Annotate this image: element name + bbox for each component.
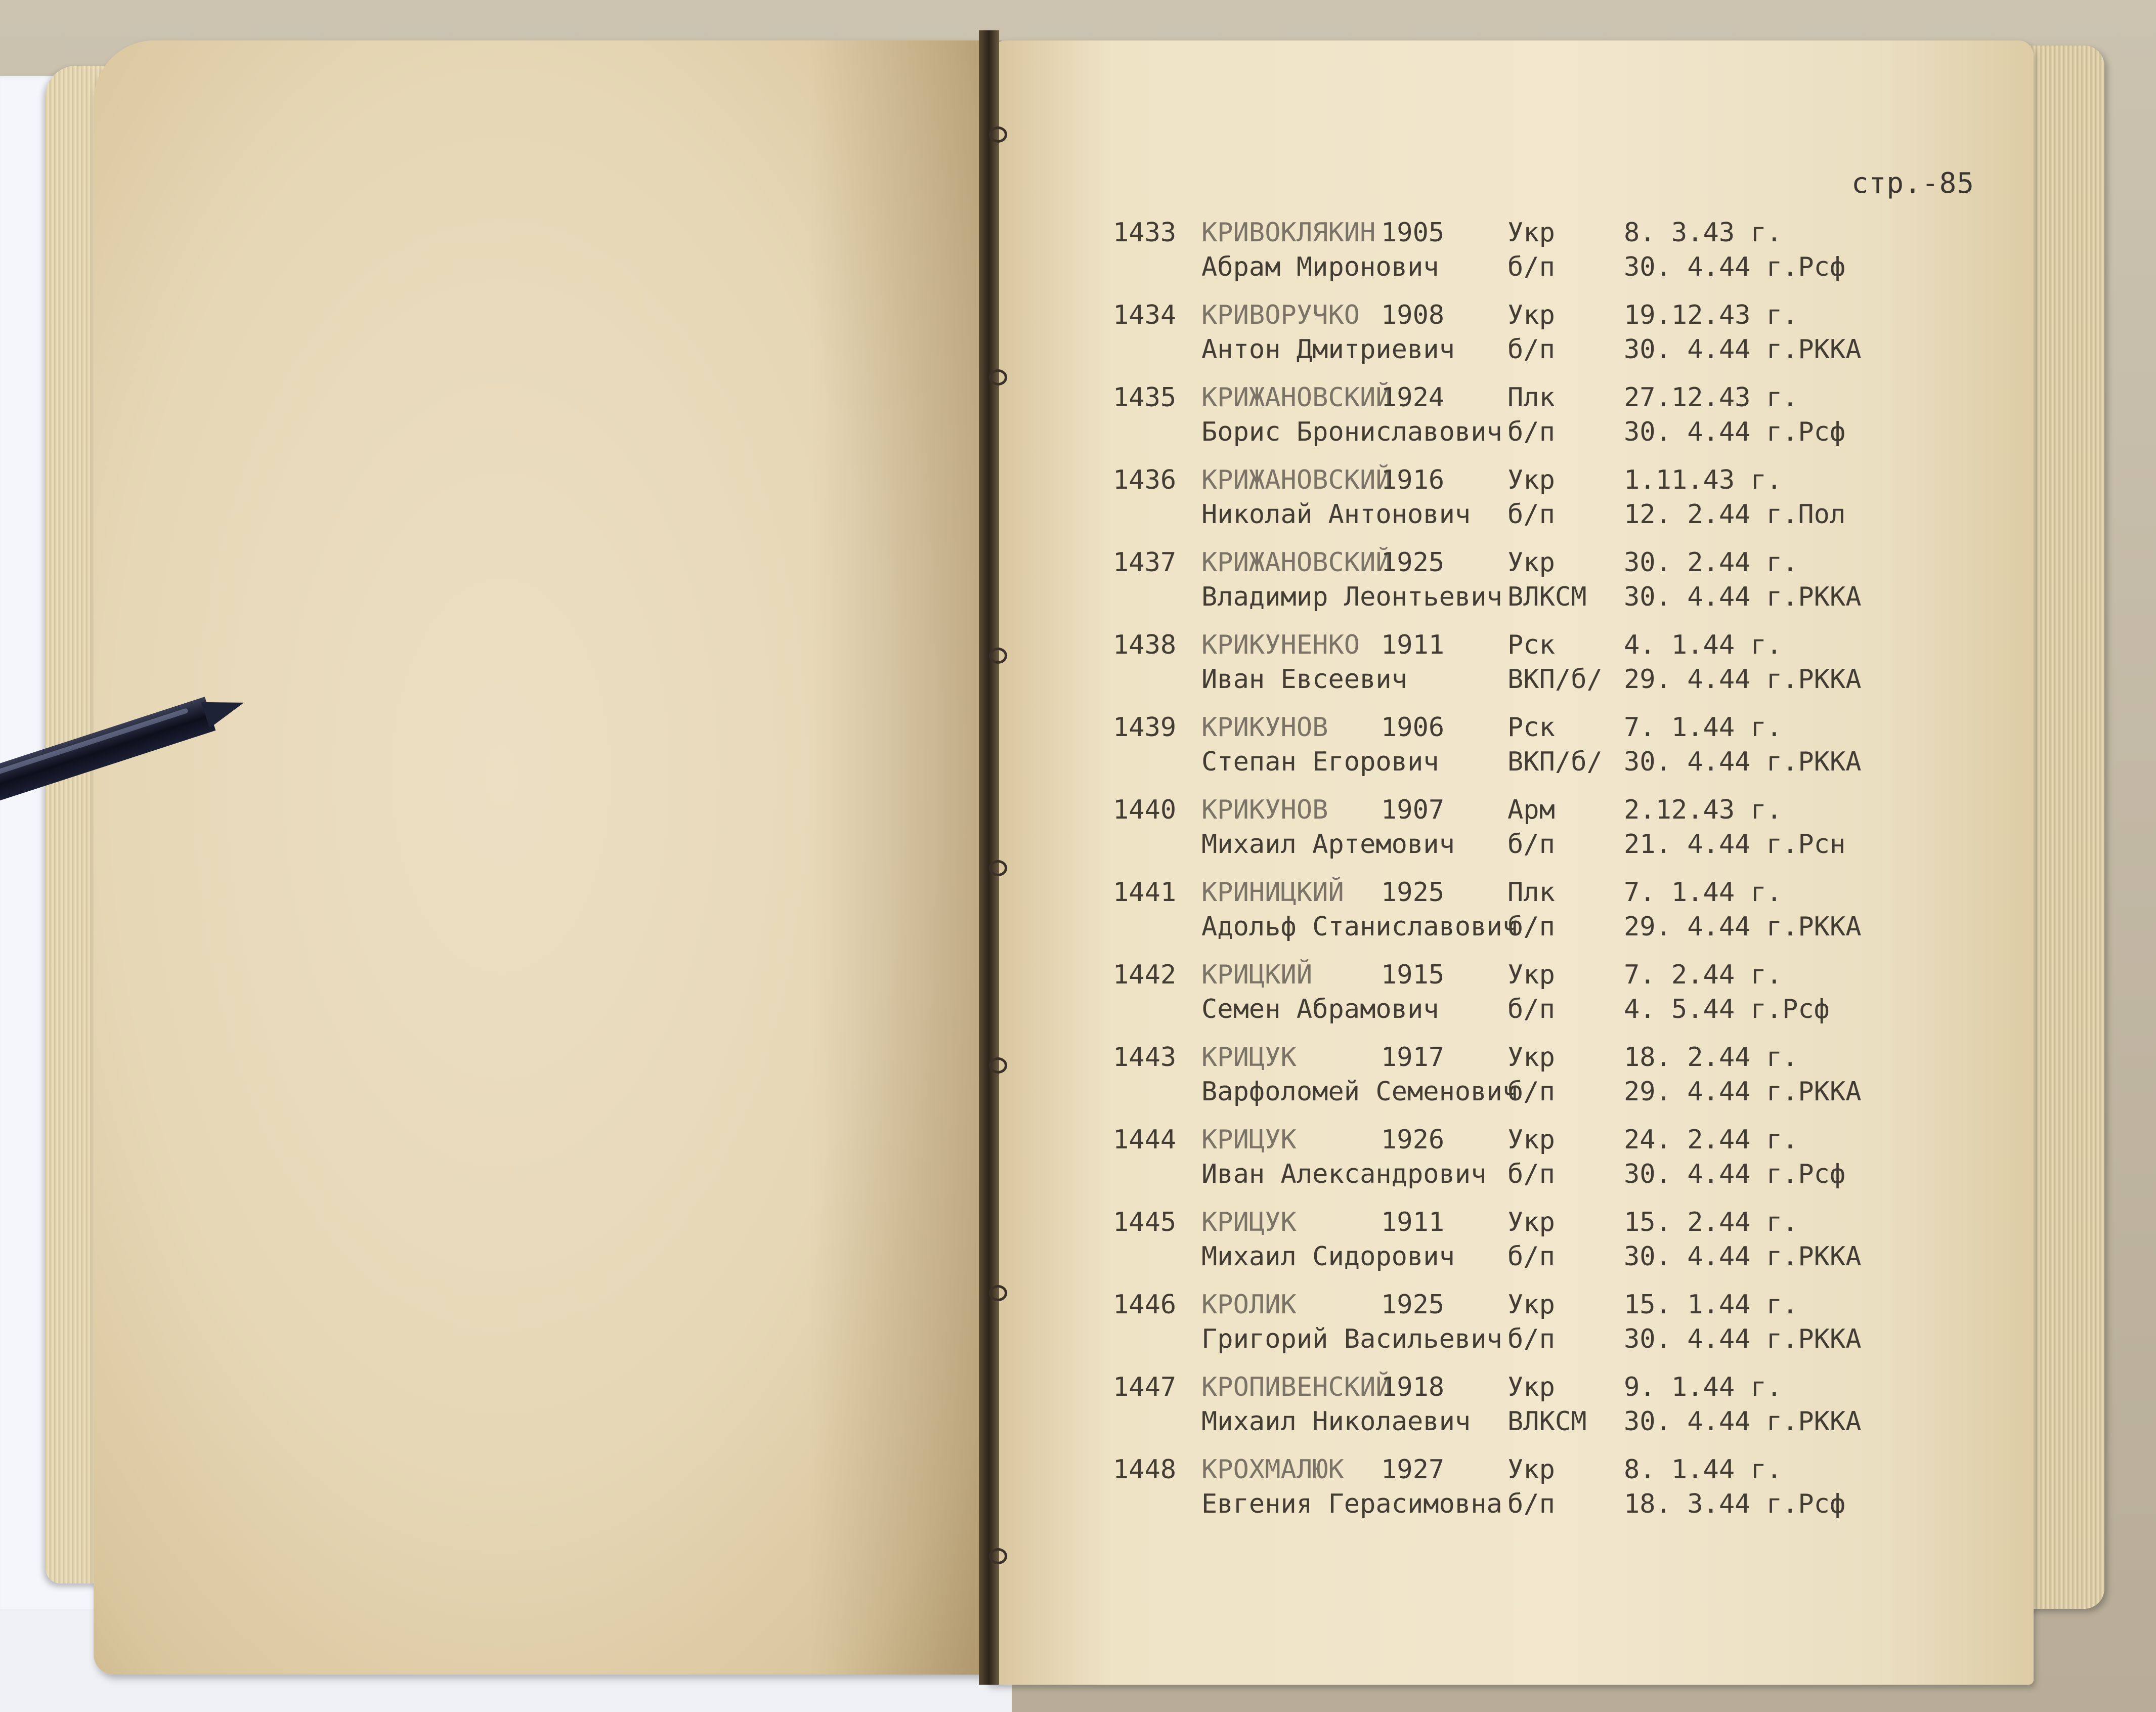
register-record — [1113, 300, 1872, 382]
record-party: б/п — [1507, 994, 1555, 1024]
record-nationality: Рск — [1507, 712, 1555, 743]
record-date-1: 7. 1.44 г. — [1624, 877, 1783, 908]
record-party: б/п — [1507, 1077, 1555, 1107]
record-date-2: 21. 4.44 г.Рсн — [1624, 829, 1846, 860]
record-nationality: Укр — [1507, 1125, 1555, 1155]
record-surname: КРОПИВЕНСКИЙ — [1201, 1372, 1392, 1402]
record-nationality: Укр — [1507, 218, 1555, 248]
record-birth-year: 1925 — [1381, 877, 1445, 908]
record-date-2: 4. 5.44 г.Рсф — [1624, 994, 1830, 1024]
record-nationality: Укр — [1507, 1290, 1555, 1320]
record-number: 1435 — [1113, 382, 1177, 413]
record-party: б/п — [1507, 912, 1555, 942]
record-nationality: Укр — [1507, 1454, 1555, 1485]
record-birth-year: 1907 — [1381, 795, 1445, 825]
record-date-2: 30. 4.44 г.РККА — [1624, 1324, 1862, 1354]
record-nationality: Укр — [1507, 547, 1555, 578]
binding-stitch — [989, 126, 1007, 143]
record-birth-year: 1917 — [1381, 1042, 1445, 1073]
record-number: 1439 — [1113, 712, 1177, 743]
record-date-1: 15. 1.44 г. — [1624, 1290, 1798, 1320]
record-number: 1441 — [1113, 877, 1177, 908]
binding-stitch — [989, 648, 1007, 664]
record-birth-year: 1915 — [1381, 960, 1445, 990]
record-surname: КРИЦУК — [1201, 1042, 1297, 1073]
record-party: б/п — [1507, 1324, 1555, 1354]
record-date-2: 29. 4.44 г.РККА — [1624, 912, 1862, 942]
record-date-2: 30. 4.44 г.Рсф — [1624, 417, 1846, 447]
register-record — [1113, 218, 1872, 300]
record-date-1: 7. 2.44 г. — [1624, 960, 1783, 990]
record-number: 1445 — [1113, 1207, 1177, 1237]
binding-stitch — [989, 1285, 1007, 1301]
record-given-name: Иван Евсеевич — [1201, 664, 1407, 695]
register-record — [1113, 547, 1872, 630]
record-date-1: 27.12.43 г. — [1624, 382, 1798, 413]
record-date-2: 30. 4.44 г.РККА — [1624, 334, 1862, 365]
record-nationality: Укр — [1507, 1372, 1555, 1402]
register-record — [1113, 1372, 1872, 1454]
record-surname: КРИВОРУЧКО — [1201, 300, 1360, 330]
record-given-name: Семен Абрамович — [1201, 994, 1439, 1024]
record-date-2: 30. 4.44 г.РККА — [1624, 1242, 1862, 1272]
record-birth-year: 1916 — [1381, 465, 1445, 495]
register-record — [1113, 712, 1872, 795]
record-date-2: 12. 2.44 г.Пол — [1624, 499, 1846, 530]
record-number: 1433 — [1113, 218, 1177, 248]
record-birth-year: 1911 — [1381, 1207, 1445, 1237]
record-party: ВЛКСМ — [1507, 582, 1587, 612]
record-birth-year: 1908 — [1381, 300, 1445, 330]
record-date-2: 30. 4.44 г.РККА — [1624, 747, 1862, 777]
record-surname: КРОЛИК — [1201, 1290, 1297, 1320]
record-birth-year: 1926 — [1381, 1125, 1445, 1155]
binding-stitch — [989, 369, 1007, 386]
record-given-name: Абрам Миронович — [1201, 252, 1439, 282]
record-nationality: Плк — [1507, 877, 1555, 908]
record-given-name: Иван Александрович — [1201, 1159, 1487, 1189]
record-date-2: 29. 4.44 г.РККА — [1624, 664, 1862, 695]
record-birth-year: 1906 — [1381, 712, 1445, 743]
record-surname: КРИЦКИЙ — [1201, 960, 1313, 990]
record-birth-year: 1925 — [1381, 547, 1445, 578]
record-party: ВКП/б/ — [1507, 664, 1603, 695]
record-number: 1446 — [1113, 1290, 1177, 1320]
record-party: б/п — [1507, 1242, 1555, 1272]
register-record — [1113, 382, 1872, 465]
register-record — [1113, 795, 1872, 877]
record-given-name: Михаил Николаевич — [1201, 1406, 1471, 1437]
record-nationality: Плк — [1507, 382, 1555, 413]
record-surname: КРИКУНОВ — [1201, 795, 1328, 825]
record-date-2: 18. 3.44 г.Рсф — [1624, 1489, 1846, 1519]
register-record — [1113, 1290, 1872, 1372]
record-given-name: Михаил Сидорович — [1201, 1242, 1455, 1272]
record-given-name: Евгения Герасимовна — [1201, 1489, 1502, 1519]
record-surname: КРИКУНЕНКО — [1201, 630, 1360, 660]
record-date-2: 30. 4.44 г.РККА — [1624, 582, 1862, 612]
record-date-2: 30. 4.44 г.Рсф — [1624, 252, 1846, 282]
record-birth-year: 1927 — [1381, 1454, 1445, 1485]
record-surname: КРИЦУК — [1201, 1125, 1297, 1155]
record-nationality: Рск — [1507, 630, 1555, 660]
record-date-1: 4. 1.44 г. — [1624, 630, 1783, 660]
record-number: 1438 — [1113, 630, 1177, 660]
record-number: 1434 — [1113, 300, 1177, 330]
record-given-name: Адольф Станиславович — [1201, 912, 1519, 942]
record-party: б/п — [1507, 499, 1555, 530]
record-party: б/п — [1507, 334, 1555, 365]
record-party: б/п — [1507, 252, 1555, 282]
record-birth-year: 1905 — [1381, 218, 1445, 248]
record-nationality: Арм — [1507, 795, 1555, 825]
record-birth-year: 1924 — [1381, 382, 1445, 413]
record-given-name: Николай Антонович — [1201, 499, 1471, 530]
binding-stitch — [989, 1057, 1007, 1074]
record-party: б/п — [1507, 1159, 1555, 1189]
record-surname: КРИНИЦКИЙ — [1201, 877, 1344, 908]
record-party: б/п — [1507, 417, 1555, 447]
record-nationality: Укр — [1507, 960, 1555, 990]
record-party: ВЛКСМ — [1507, 1406, 1587, 1437]
left-page-curl-shadow — [809, 40, 1002, 1675]
record-surname: КРИЖАНОВСКИЙ — [1201, 547, 1392, 578]
record-date-1: 15. 2.44 г. — [1624, 1207, 1798, 1237]
record-surname: КРИЖАНОВСКИЙ — [1201, 465, 1392, 495]
record-date-1: 24. 2.44 г. — [1624, 1125, 1798, 1155]
record-nationality: Укр — [1507, 465, 1555, 495]
register-record — [1113, 1042, 1872, 1125]
record-given-name: Антон Дмитриевич — [1201, 334, 1455, 365]
record-birth-year: 1925 — [1381, 1290, 1445, 1320]
record-party: ВКП/б/ — [1507, 747, 1603, 777]
record-party: б/п — [1507, 1489, 1555, 1519]
record-given-name: Владимир Леонтьевич — [1201, 582, 1502, 612]
register-record — [1113, 1454, 1872, 1537]
record-number: 1437 — [1113, 547, 1177, 578]
record-date-2: 29. 4.44 г.РККА — [1624, 1077, 1862, 1107]
record-date-1: 18. 2.44 г. — [1624, 1042, 1798, 1073]
page-number: стр.-85 — [1851, 167, 1975, 200]
record-surname: КРИЖАНОВСКИЙ — [1201, 382, 1392, 413]
record-given-name: Варфоломей Семенович — [1201, 1077, 1519, 1107]
register-record — [1113, 1207, 1872, 1290]
record-number: 1448 — [1113, 1454, 1177, 1485]
record-date-1: 9. 1.44 г. — [1624, 1372, 1783, 1402]
record-nationality: Укр — [1507, 300, 1555, 330]
record-nationality: Укр — [1507, 1042, 1555, 1073]
register-list — [1113, 218, 1872, 1537]
record-date-1: 7. 1.44 г. — [1624, 712, 1783, 743]
record-date-2: 30. 4.44 г.РККА — [1624, 1406, 1862, 1437]
record-number: 1443 — [1113, 1042, 1177, 1073]
record-date-1: 2.12.43 г. — [1624, 795, 1783, 825]
record-given-name: Григорий Васильевич — [1201, 1324, 1502, 1354]
record-surname: КРИКУНОВ — [1201, 712, 1328, 743]
record-given-name: Михаил Артемович — [1201, 829, 1455, 860]
record-date-1: 8. 3.43 г. — [1624, 218, 1783, 248]
record-given-name: Борис Брониславович — [1201, 417, 1502, 447]
record-date-1: 30. 2.44 г. — [1624, 547, 1798, 578]
record-given-name: Степан Егорович — [1201, 747, 1439, 777]
record-number: 1444 — [1113, 1125, 1177, 1155]
binding-stitch — [989, 860, 1007, 876]
record-number: 1436 — [1113, 465, 1177, 495]
record-number: 1440 — [1113, 795, 1177, 825]
register-record — [1113, 1125, 1872, 1207]
record-date-2: 30. 4.44 г.Рсф — [1624, 1159, 1846, 1189]
record-number: 1442 — [1113, 960, 1177, 990]
record-surname: КРИВОКЛЯКИН — [1201, 218, 1376, 248]
record-surname: КРИЦУК — [1201, 1207, 1297, 1237]
book-gutter — [979, 30, 999, 1685]
register-record — [1113, 465, 1872, 547]
record-date-1: 8. 1.44 г. — [1624, 1454, 1783, 1485]
record-party: б/п — [1507, 829, 1555, 860]
record-birth-year: 1911 — [1381, 630, 1445, 660]
record-date-1: 1.11.43 г. — [1624, 465, 1783, 495]
register-record — [1113, 630, 1872, 712]
register-record — [1113, 877, 1872, 960]
record-birth-year: 1918 — [1381, 1372, 1445, 1402]
register-record — [1113, 960, 1872, 1042]
record-number: 1447 — [1113, 1372, 1177, 1402]
record-surname: КРОХМАЛЮК — [1201, 1454, 1344, 1485]
binding-stitch — [989, 1548, 1007, 1564]
record-nationality: Укр — [1507, 1207, 1555, 1237]
record-date-1: 19.12.43 г. — [1624, 300, 1798, 330]
